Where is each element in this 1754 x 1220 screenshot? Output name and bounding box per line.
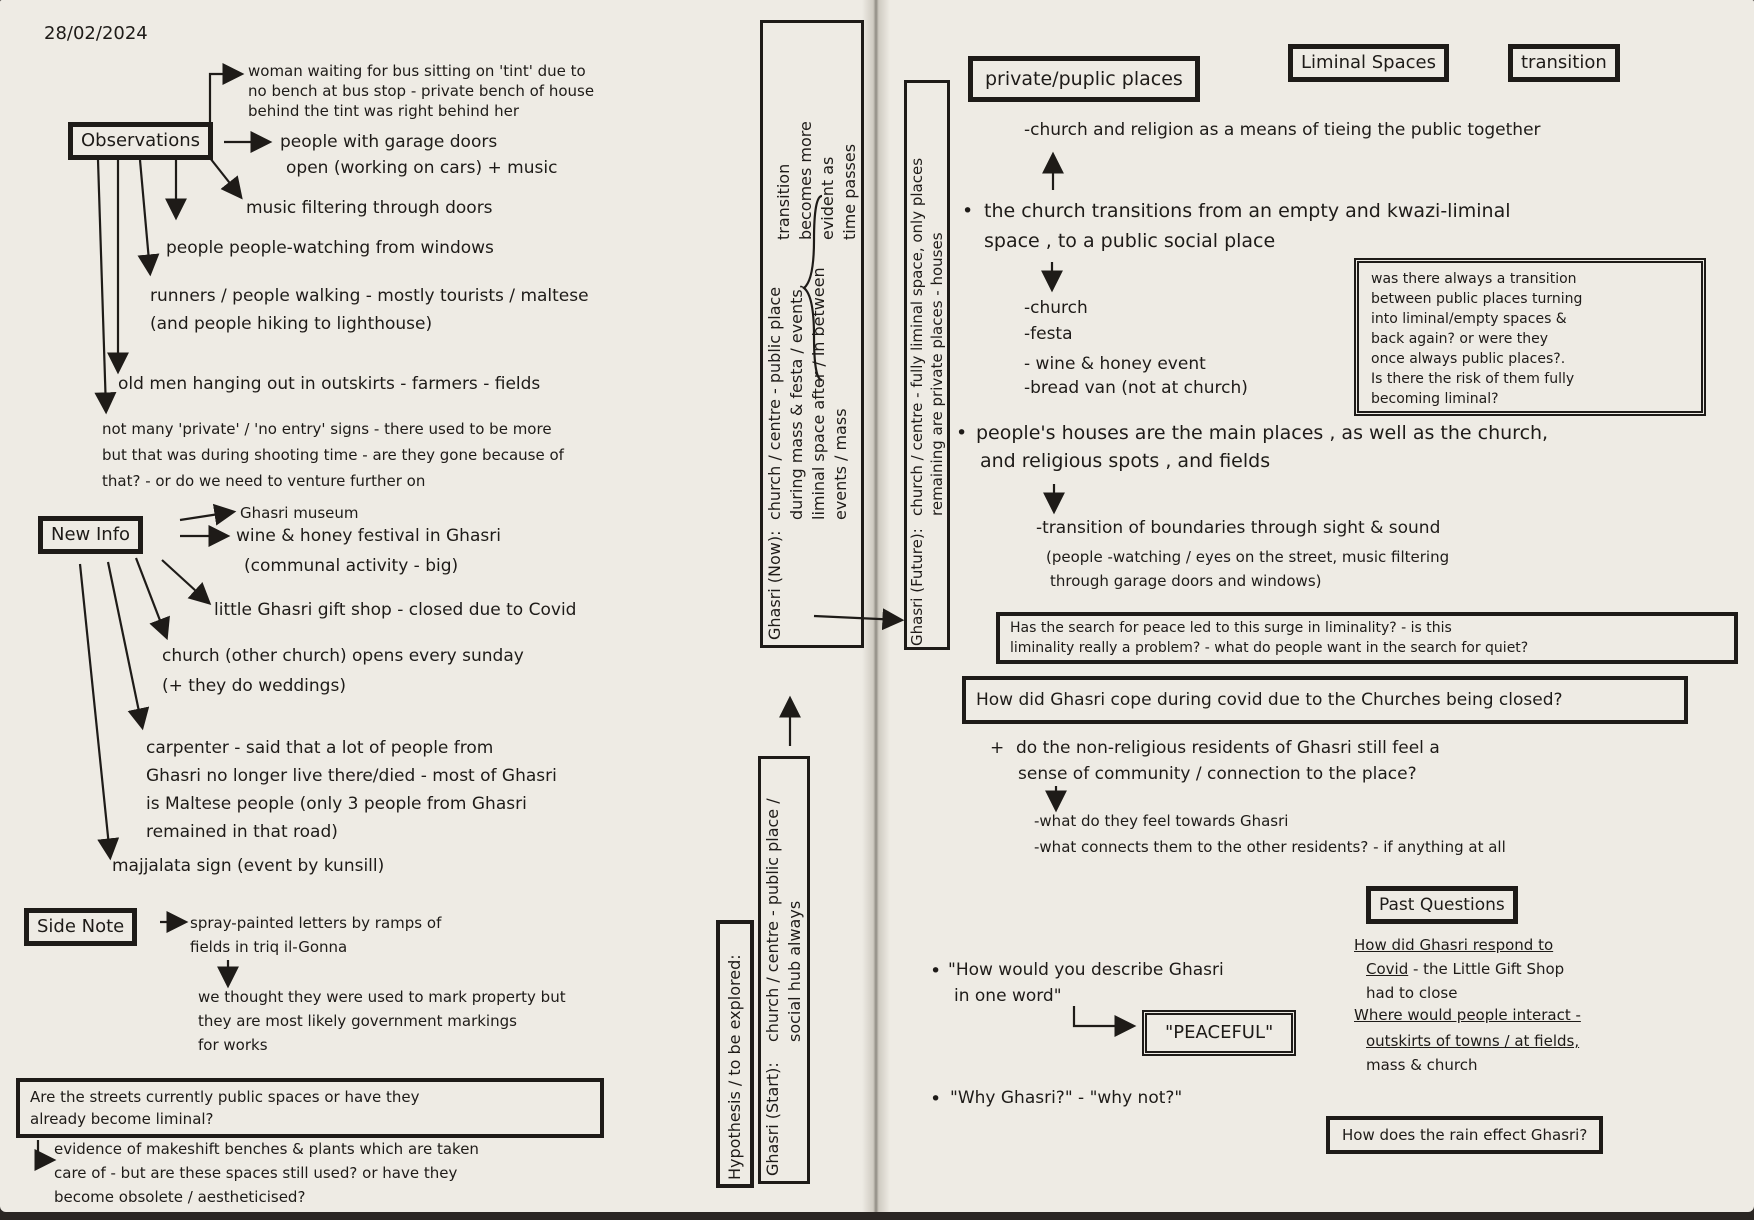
list-festa: -festa: [1024, 324, 1073, 344]
bullet-houses: •: [956, 422, 968, 444]
carpenter-line-2: Ghasri no longer live there/died - most of Ghasri: [146, 766, 557, 786]
festival-line-1: wine & honey festival in Ghasri: [236, 526, 501, 546]
runners-line-1: runners / people walking - mostly tourists / maltese: [150, 286, 589, 306]
transition-note-line-2: becomes more: [796, 121, 815, 240]
boundaries-line-2: (people -watching / eyes on the street, music filtering: [1046, 548, 1450, 566]
carpenter-line-3: is Maltese people (only 3 people from Ghasri: [146, 794, 527, 814]
list-bread-van: -bread van (not at church): [1024, 378, 1248, 398]
future-text-line-1: church / centre - fully liminal space, only places: [908, 157, 926, 516]
peace-question-line-2: liminality really a problem? - what do people want in the search for quiet?: [1010, 640, 1529, 656]
arrow-new-church: [136, 558, 166, 636]
gift-shop: little Ghasri gift shop - closed due to Covid: [214, 600, 577, 620]
rain-question-box: [1326, 1116, 1603, 1154]
past-q2-part-1: Where would people interact -: [1354, 1006, 1581, 1024]
arrow-question-evidence: [38, 1140, 52, 1160]
people-watching: people people-watching from windows: [166, 238, 494, 258]
arrow-new-museum: [180, 512, 232, 520]
side-note-heading: Side Note: [24, 908, 137, 946]
plus-marker: +: [990, 738, 1005, 758]
streets-question-line-2: already become liminal?: [30, 1110, 214, 1128]
arrow-new-carpenter: [108, 562, 142, 726]
observations-heading: Observations: [68, 122, 213, 160]
ghasri-museum: Ghasri museum: [240, 504, 359, 522]
new-info-heading: New Info: [38, 516, 143, 554]
past-q1-covid: Covid: [1366, 960, 1409, 978]
past-q2-part-2: outskirts of towns / at fields,: [1366, 1032, 1580, 1050]
signs-line-2: but that was during shooting time - are they gone because of: [102, 446, 564, 464]
covid-question-box: [962, 676, 1688, 724]
garage-line-1: people with garage doors: [280, 132, 498, 152]
non-religious-line-2: sense of community / connection to the place?: [1018, 764, 1417, 784]
feel-line-1: -what do they feel towards Ghasri: [1034, 812, 1289, 830]
bus-note-line-1: woman waiting for bus sitting on 'tint' due to: [248, 62, 586, 80]
arrow-new-giftshop: [162, 560, 208, 602]
bus-note-line-3: behind the tint was right behind her: [248, 102, 519, 120]
church-line-1: church (other church) opens every sunday: [162, 646, 524, 666]
old-men: old men hanging out in outskirts - farmers - fields: [118, 374, 541, 394]
future-text-line-2: remaining are private places - houses: [928, 232, 946, 516]
list-church: -church: [1024, 298, 1088, 318]
arrow-new-majjalata: [80, 564, 110, 856]
evidence-line-2: care of - but are these spaces still used? or have they: [54, 1164, 458, 1182]
festival-line-2: (communal activity - big): [244, 556, 459, 576]
past-q2-line-1: [1354, 1004, 1581, 1026]
box-question-line-6: Is there the risk of them fully: [1371, 371, 1575, 387]
houses-line-2: and religious spots , and fields: [980, 450, 1271, 472]
now-text-line-2: during mass & festa / events,: [787, 284, 806, 520]
private-public-heading: private/puplic places: [968, 56, 1200, 102]
garage-line-2: open (working on cars) + music: [286, 158, 558, 178]
bullet-why: •: [930, 1088, 942, 1110]
list-wine-honey: - wine & honey event: [1024, 354, 1206, 374]
peace-question-box: [996, 612, 1738, 664]
transition-note-line-4: time passes: [840, 143, 859, 240]
peace-question-line-1: Has the search for peace led to this surge in liminality? - is this: [1010, 620, 1452, 636]
bus-note-line-2: no bench at bus stop - private bench of house: [248, 82, 595, 100]
future-head: Ghasri (Future):: [908, 528, 926, 646]
hypothesis-label: Hypothesis / to be explored:: [725, 954, 744, 1180]
church-transition-line-1: the church transitions from an empty and kwazi-liminal: [984, 200, 1511, 222]
boundaries-line-1: -transition of boundaries through sight & sound: [1036, 518, 1441, 538]
liminal-spaces-heading: Liminal Spaces: [1288, 44, 1449, 82]
transition-question-box: [1354, 258, 1706, 416]
covid-question: How did Ghasri cope during covid due to the Churches being closed?: [976, 690, 1563, 710]
start-text-line-1: church / centre - public place /: [763, 798, 782, 1042]
start-head: Ghasri (Start):: [763, 1062, 782, 1176]
transition-heading: transition: [1508, 44, 1620, 82]
spray-line-1: spray-painted letters by ramps of: [190, 914, 442, 932]
box-question-line-7: becoming liminal?: [1371, 391, 1499, 407]
why-ghasri: "Why Ghasri?" - "why not?": [950, 1088, 1183, 1108]
transition-note-line-1: transition: [774, 163, 793, 240]
feel-line-2: -what connects them to the other residents? - if anything at all: [1034, 838, 1506, 856]
bullet-church-transitions: •: [962, 200, 974, 222]
now-text-line-4: events / mass: [831, 408, 850, 520]
describe-line-1: "How would you describe Ghasri: [948, 960, 1224, 980]
box-question-line-1: was there always a transition: [1371, 271, 1577, 287]
evidence-line-3: become obsolete / aestheticised?: [54, 1188, 306, 1206]
box-question-line-4: back again? or were they: [1371, 331, 1549, 347]
peaceful-answer: "PEACEFUL": [1142, 1010, 1296, 1056]
houses-line-1: people's houses are the main places , as well as the church,: [976, 422, 1549, 444]
boundaries-line-3: through garage doors and windows): [1050, 572, 1322, 590]
streets-question-box: [16, 1078, 604, 1138]
bullet-describe: •: [930, 960, 942, 982]
arrow-obs-bus: [210, 74, 240, 130]
past-q1-part-1: How did Ghasri respond to: [1354, 936, 1554, 954]
past-q1-line-2: [1366, 958, 1564, 980]
arrow-obs-signs: [98, 160, 106, 410]
thought-line-1: we thought they were used to mark property but: [198, 988, 566, 1006]
arrow-obs-music: [210, 158, 240, 196]
carpenter-line-4: remained in that road): [146, 822, 338, 842]
non-religious-line-1: do the non-religious residents of Ghasri still feel a: [1016, 738, 1440, 758]
arrow-peaceful: [1074, 1006, 1132, 1026]
box-question-line-3: into liminal/empty spaces &: [1371, 311, 1567, 327]
past-q2-line-2: [1366, 1030, 1579, 1052]
describe-line-2: in one word": [954, 986, 1062, 1006]
box-question-line-2: between public places turning: [1371, 291, 1583, 307]
spray-line-2: fields in triq il-Gonna: [190, 938, 348, 956]
signs-line-3: that? - or do we need to venture further on: [102, 472, 426, 490]
now-text-line-3: liminal space after / in between: [809, 267, 828, 520]
past-q2-line-3: mass & church: [1366, 1056, 1478, 1074]
signs-line-1: not many 'private' / 'no entry' signs - there used to be more: [102, 420, 552, 438]
past-q1-part-2: - the Little Gift Shop: [1408, 960, 1565, 978]
now-text-line-1: church / centre - public place: [765, 286, 784, 520]
rain-question: How does the rain effect Ghasri?: [1342, 1126, 1588, 1144]
carpenter-line-1: carpenter - said that a lot of people from: [146, 738, 494, 758]
music-filtering: music filtering through doors: [246, 198, 493, 218]
past-q1-line-3: had to close: [1366, 984, 1458, 1002]
evidence-line-1: evidence of makeshift benches & plants which are taken: [54, 1140, 479, 1158]
church-religion: -church and religion as a means of tieing the public together: [1024, 120, 1541, 140]
church-line-2: (+ they do weddings): [162, 676, 346, 696]
church-transition-line-2: space , to a public social place: [984, 230, 1276, 252]
past-q1-line-1: [1354, 934, 1553, 956]
date: 28/02/2024: [44, 23, 148, 44]
majjalata-sign: majjalata sign (event by kunsill): [112, 856, 385, 876]
thought-line-3: for works: [198, 1036, 268, 1054]
runners-line-2: (and people hiking to lighthouse): [150, 314, 433, 334]
streets-question-line-1: Are the streets currently public spaces or have they: [30, 1088, 420, 1106]
now-head: Ghasri (Now):: [765, 530, 784, 640]
start-text-line-2: social hub always: [785, 900, 804, 1042]
transition-note-line-3: evident as: [818, 156, 837, 240]
past-questions-heading: Past Questions: [1366, 886, 1518, 924]
arrow-obs-runners: [140, 160, 150, 272]
thought-line-2: they are most likely government markings: [198, 1012, 517, 1030]
box-question-line-5: once always public places?.: [1371, 351, 1566, 367]
